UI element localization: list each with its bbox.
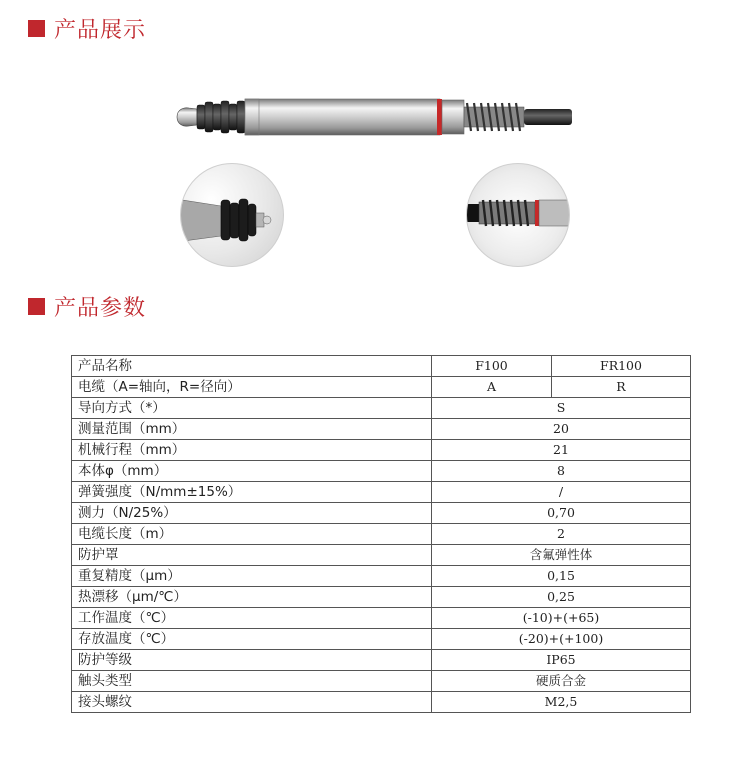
- table-row: [72, 671, 691, 692]
- row-value: 0,25: [432, 587, 691, 608]
- row-label: 热漂移（μm/℃）: [72, 587, 432, 608]
- row-value: (-20)+(+100): [432, 629, 691, 650]
- row-label: 测力（N/25%）: [72, 503, 432, 524]
- row-label: 接头螺纹: [72, 692, 432, 713]
- row-label: 工作温度（℃）: [72, 608, 432, 629]
- table-row: [72, 356, 691, 377]
- table-row: [72, 608, 691, 629]
- row-label: 机械行程（mm）: [72, 440, 432, 461]
- row-label: 测量范围（mm）: [72, 419, 432, 440]
- title-marker-icon: [28, 298, 45, 315]
- row-label: 电缆（A=轴向，R=径向）: [72, 377, 432, 398]
- row-label: 防护罩: [72, 545, 432, 566]
- table-row: [72, 482, 691, 503]
- section-title-text: 产品参数: [54, 296, 147, 321]
- table-row: [72, 461, 691, 482]
- row-value: 0,70: [432, 503, 691, 524]
- row-label: 重复精度（μm）: [72, 566, 432, 587]
- table-row: [72, 524, 691, 545]
- section-title-params: [28, 291, 146, 322]
- row-value: 21: [432, 440, 691, 461]
- row-label: 防护等级: [72, 650, 432, 671]
- row-value: S: [432, 398, 691, 419]
- detail-spring-image: [466, 163, 570, 267]
- table-row: [72, 419, 691, 440]
- row-value: 硬质合金: [432, 671, 691, 692]
- row-label: 触头类型: [72, 671, 432, 692]
- table-row: [72, 587, 691, 608]
- section-title-text: 产品展示: [54, 18, 147, 43]
- row-value: 8: [432, 461, 691, 482]
- table-row: [72, 503, 691, 524]
- row-value: IP65: [432, 650, 691, 671]
- cable-fr100: R: [552, 377, 691, 398]
- row-value: 含氟弹性体: [432, 545, 691, 566]
- row-label: 弹簧强度（N/mm±15%）: [72, 482, 432, 503]
- row-value: 20: [432, 419, 691, 440]
- params-table: [71, 355, 691, 713]
- row-value: M2,5: [432, 692, 691, 713]
- row-label: 电缆长度（m）: [72, 524, 432, 545]
- table-row: [72, 629, 691, 650]
- cable-f100: A: [432, 377, 552, 398]
- row-label: 产品名称: [72, 356, 432, 377]
- model-fr100: FR100: [552, 356, 691, 377]
- table-row: [72, 692, 691, 713]
- table-row: [72, 566, 691, 587]
- table-row: [72, 650, 691, 671]
- row-label: 导向方式（*）: [72, 398, 432, 419]
- table-row: [72, 377, 691, 398]
- detail-tip-image: [180, 163, 284, 267]
- row-label: 本体φ（mm）: [72, 461, 432, 482]
- row-value: (-10)+(+65): [432, 608, 691, 629]
- row-value: 2: [432, 524, 691, 545]
- model-f100: F100: [432, 356, 552, 377]
- row-value: /: [432, 482, 691, 503]
- row-value: 0,15: [432, 566, 691, 587]
- title-marker-icon: [28, 20, 45, 37]
- table-row: [72, 440, 691, 461]
- row-label: 存放温度（℃）: [72, 629, 432, 650]
- table-row: [72, 545, 691, 566]
- section-title-display: [28, 13, 146, 44]
- table-row: [72, 398, 691, 419]
- product-probe-image: [175, 95, 575, 139]
